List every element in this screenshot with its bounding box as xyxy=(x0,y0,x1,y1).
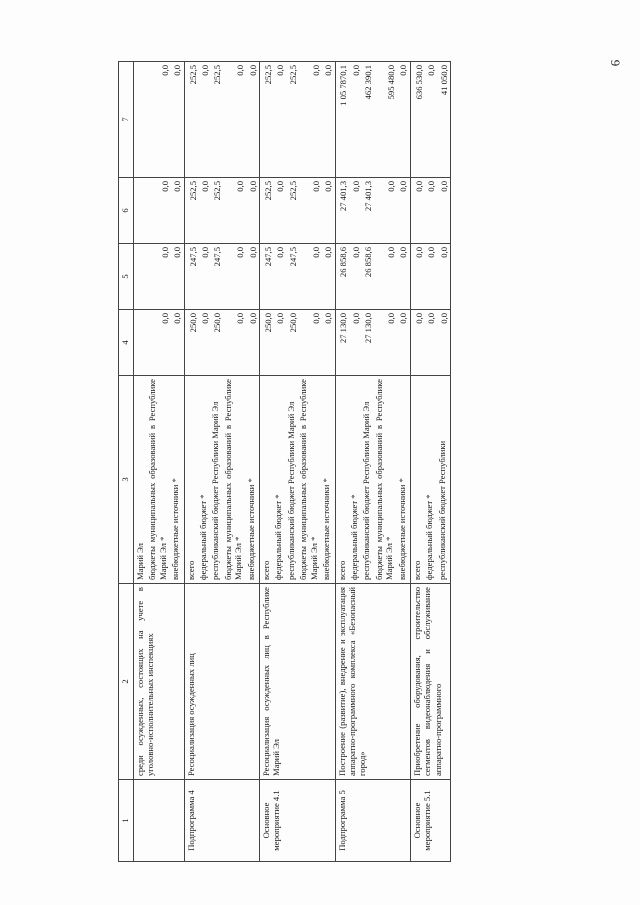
row-sources xyxy=(184,376,259,584)
value: 0,0 xyxy=(413,247,424,258)
value: 26 858,6 xyxy=(363,247,374,278)
funding-source: бюджеты муниципальных образований в Республике Марий Эл * xyxy=(147,379,168,580)
value: 252,5 xyxy=(187,181,198,201)
value: 0,0 xyxy=(310,65,321,76)
value: 0,0 xyxy=(159,247,170,258)
value: 0,0 xyxy=(398,181,409,192)
value-cell-c5 xyxy=(260,244,335,310)
funding-source: федеральный бюджет * xyxy=(424,494,435,580)
value: 0,0 xyxy=(350,313,361,324)
column-header-2: 2 xyxy=(119,584,134,780)
row-sources xyxy=(260,376,335,584)
row-name: среди осужденных, состоящих на учете в уголовно-исполнительных инспекциях xyxy=(134,584,185,780)
value: 0,0 xyxy=(323,313,334,324)
value-cell-c5 xyxy=(410,244,450,310)
row-code: Подпрограмма 5 xyxy=(335,780,410,862)
column-header-4: 4 xyxy=(119,310,134,376)
value: 0,0 xyxy=(159,181,170,192)
value: 0,0 xyxy=(275,313,286,324)
funding-source: республиканский бюджет Республики Марий Эл xyxy=(361,401,372,580)
funding-source: республиканский бюджет Республики xyxy=(436,440,447,580)
value: 0,0 xyxy=(438,247,449,258)
value-cell-c7 xyxy=(134,62,185,178)
value: 26 858,6 xyxy=(338,247,349,278)
value xyxy=(135,247,147,306)
value: 250,0 xyxy=(263,313,274,333)
funding-source: всего xyxy=(411,560,422,580)
value: 0,0 xyxy=(235,65,246,76)
row-code: Основное мероприятие 5.1 xyxy=(410,780,450,862)
value: 250,0 xyxy=(187,313,198,333)
funding-source: республиканский бюджет Республики Марий Эл xyxy=(285,401,296,580)
funding-source: бюджеты муниципальных образований в Республике Марий Эл * xyxy=(222,379,244,580)
row-code: Подпрограмма 4 xyxy=(184,780,259,862)
value: 0,0 xyxy=(426,313,437,324)
value: 0,0 xyxy=(310,313,321,324)
value-cell-c5 xyxy=(134,244,185,310)
value: 252,5 xyxy=(212,181,223,201)
value-cell-c7 xyxy=(184,62,259,178)
value: 0,0 xyxy=(426,181,437,192)
value: 0,0 xyxy=(235,313,246,324)
value: 0,0 xyxy=(398,313,409,324)
value: 0,0 xyxy=(398,247,409,258)
value-cell-c6 xyxy=(335,178,410,244)
value: 0,0 xyxy=(350,247,361,258)
row-name: Ресоциализация осужденных лиц в Республике Марий Эл xyxy=(260,584,335,780)
value: 252,5 xyxy=(287,181,298,201)
value: 0,0 xyxy=(200,65,210,76)
value: 0,0 xyxy=(235,181,246,192)
value: 252,5 xyxy=(287,65,298,85)
value-cell-c4 xyxy=(335,310,410,376)
funding-source: внебюджетные источники * xyxy=(321,478,332,580)
funding-source: бюджеты муниципальных образований в Республике Марий Эл * xyxy=(298,379,319,580)
value: 247,5 xyxy=(263,247,274,267)
funding-source: внебюджетные источники * xyxy=(170,478,181,580)
value: 0,0 xyxy=(413,181,424,192)
funding-source: внебюджетные источники * xyxy=(245,478,256,580)
value: 252,5 xyxy=(212,65,223,85)
column-header-6: 6 xyxy=(119,178,134,244)
value: 0,0 xyxy=(310,247,321,258)
table-body xyxy=(134,62,451,862)
funding-source: всего xyxy=(336,560,347,580)
table-row xyxy=(335,62,410,862)
table-row xyxy=(184,62,259,862)
column-header-1: 1 xyxy=(119,780,134,862)
value: 0,0 xyxy=(350,181,361,192)
value: 0,0 xyxy=(323,65,334,76)
value xyxy=(135,313,147,372)
budget-table xyxy=(118,61,451,862)
value-cell-c4 xyxy=(134,310,185,376)
value: 247,5 xyxy=(287,247,298,267)
table-row xyxy=(410,62,450,862)
value: 0,0 xyxy=(413,313,424,324)
value: 0,0 xyxy=(275,181,286,192)
row-sources xyxy=(134,376,185,584)
value: 0,0 xyxy=(200,247,210,258)
value-cell-c4 xyxy=(410,310,450,376)
value: 595 480,0 xyxy=(386,65,397,100)
value: 27 401,3 xyxy=(338,181,349,212)
value: 0,0 xyxy=(247,181,258,192)
value: 0,0 xyxy=(247,247,258,258)
value: 247,5 xyxy=(212,247,223,267)
funding-source: федеральный бюджет * xyxy=(348,494,359,580)
value: 1 05 7870,1 xyxy=(338,65,349,106)
value-cell-c4 xyxy=(184,310,259,376)
value: 0,0 xyxy=(159,313,170,324)
value: 0,0 xyxy=(172,181,183,192)
row-name: Ресоциализация осужденных лиц xyxy=(184,584,259,780)
value-cell-c4 xyxy=(260,310,335,376)
value-cell-c6 xyxy=(410,178,450,244)
column-header-3: 3 xyxy=(119,376,134,584)
row-name: Приобретение оборудования, строительство сегментов видеонаблюдения и обслуживание аппаратно-программного xyxy=(410,584,450,780)
value: 0,0 xyxy=(247,65,258,76)
value-cell-c6 xyxy=(260,178,335,244)
value-cell-c7 xyxy=(410,62,450,178)
value: 636 530,0 xyxy=(413,65,424,100)
value-cell-c6 xyxy=(134,178,185,244)
value: 0,0 xyxy=(275,247,286,258)
row-sources xyxy=(410,376,450,584)
value-cell-c5 xyxy=(184,244,259,310)
value: 41 050,0 xyxy=(438,65,449,96)
value xyxy=(135,181,147,240)
row-code xyxy=(134,780,185,862)
value: 0,0 xyxy=(247,313,258,324)
value: 0,0 xyxy=(235,247,246,258)
budget-table-rotated xyxy=(118,62,578,862)
value: 250,0 xyxy=(287,313,298,333)
value xyxy=(135,65,147,174)
value: 27 130,0 xyxy=(338,313,349,344)
value: 0,0 xyxy=(200,181,210,192)
value: 0,0 xyxy=(426,247,437,258)
value: 0,0 xyxy=(438,313,449,324)
funding-source: всего xyxy=(185,560,196,580)
table-row xyxy=(134,62,185,862)
value: 0,0 xyxy=(200,313,210,324)
value: 0,0 xyxy=(426,65,437,76)
page-number: 6 xyxy=(607,59,623,67)
header-row xyxy=(119,62,134,862)
value: 0,0 xyxy=(172,65,183,76)
table-row xyxy=(260,62,335,862)
value: 0,0 xyxy=(159,65,170,76)
value: 247,5 xyxy=(187,247,198,267)
column-header-7: 7 xyxy=(119,62,134,178)
value-cell-c5 xyxy=(335,244,410,310)
value: 250,0 xyxy=(212,313,223,333)
value-cell-c7 xyxy=(260,62,335,178)
value: 0,0 xyxy=(172,313,183,324)
value-cell-c6 xyxy=(184,178,259,244)
value: 0,0 xyxy=(438,181,449,192)
value: 0,0 xyxy=(398,65,409,76)
value: 0,0 xyxy=(350,65,361,76)
value: 0,0 xyxy=(386,313,397,324)
value: 0,0 xyxy=(310,181,321,192)
row-sources xyxy=(335,376,410,584)
value: 0,0 xyxy=(323,181,334,192)
value: 27 130,0 xyxy=(363,313,374,344)
value: 0,0 xyxy=(323,247,334,258)
value: 252,5 xyxy=(263,181,274,201)
value: 0,0 xyxy=(386,247,397,258)
funding-source: Марий Эл xyxy=(135,543,145,580)
funding-source: федеральный бюджет * xyxy=(198,494,209,580)
value: 0,0 xyxy=(275,65,286,76)
value: 27 401,3 xyxy=(363,181,374,212)
value-cell-c7 xyxy=(335,62,410,178)
row-code: Основное мероприятие 4.1 xyxy=(260,780,335,862)
funding-source: бюджеты муниципальных образований в Республике Марий Эл * xyxy=(373,379,395,580)
rotated-table-wrapper xyxy=(118,62,578,862)
funding-source: республиканский бюджет Республики Марий Эл xyxy=(210,401,221,580)
value: 0,0 xyxy=(172,247,183,258)
value: 252,5 xyxy=(187,65,198,85)
value: 0,0 xyxy=(386,181,397,192)
column-header-5: 5 xyxy=(119,244,134,310)
value: 252,5 xyxy=(263,65,274,85)
row-name: Построение (развитие), внедрение и эксплуатация аппаратно-программного комплекса «Безопасный город» xyxy=(335,584,410,780)
funding-source: внебюджетные источники * xyxy=(396,478,407,580)
funding-source: всего xyxy=(261,560,272,580)
value: 462 390,1 xyxy=(363,65,374,100)
funding-source: федеральный бюджет * xyxy=(273,494,284,580)
